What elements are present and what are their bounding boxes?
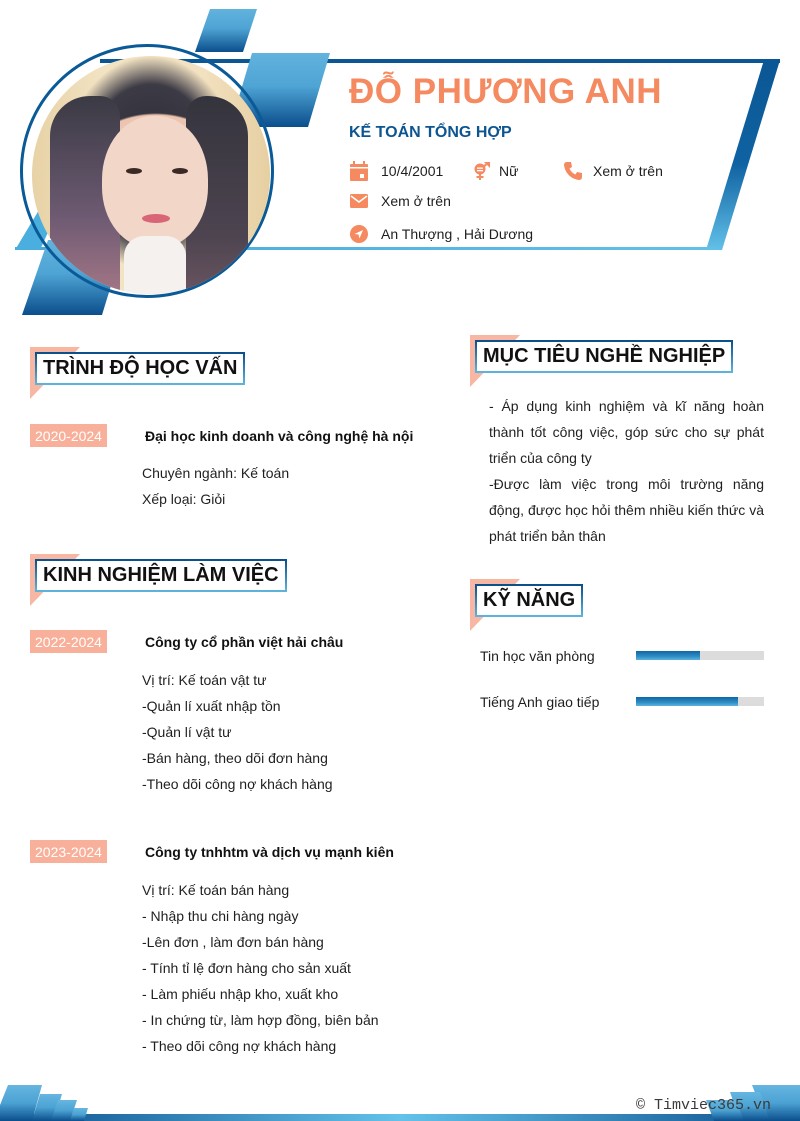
experience-period-badge: 2023-2024 bbox=[30, 840, 107, 863]
experience-detail: -Quản lí xuất nhập tồn bbox=[142, 698, 281, 714]
gender-info bbox=[471, 161, 518, 181]
objective-text bbox=[489, 393, 764, 549]
skills-title: KỸ NĂNG bbox=[475, 584, 583, 617]
email-info bbox=[349, 191, 451, 211]
experience-detail: -Lên đơn , làm đơn bán hàng bbox=[142, 934, 324, 950]
experience-company: Công ty cổ phần việt hải châu bbox=[145, 634, 344, 650]
education-title: TRÌNH ĐỘ HỌC VẤN bbox=[35, 352, 245, 385]
job-title: KẾ TOÁN TỔNG HỢP bbox=[349, 124, 512, 141]
experience-company: Công ty tnhhtm và dịch vụ mạnh kiên bbox=[145, 844, 394, 860]
watermark: © Timviec365.vn bbox=[636, 1097, 772, 1114]
email-icon bbox=[349, 191, 369, 211]
experience-detail: -Bán hàng, theo dõi đơn hàng bbox=[142, 750, 328, 766]
birthday-info bbox=[349, 161, 443, 181]
phone-info bbox=[563, 161, 663, 181]
experience-detail: Vị trí: Kế toán vật tư bbox=[142, 672, 267, 688]
location-icon bbox=[349, 224, 369, 244]
experience-title: KINH NGHIỆM LÀM VIỆC bbox=[35, 559, 287, 592]
education-school: Đại học kinh doanh và công nghệ hà nội bbox=[145, 428, 414, 444]
skill-name: Tiếng Anh giao tiếp bbox=[480, 694, 600, 710]
education-detail: Xếp loại: Giỏi bbox=[142, 491, 226, 507]
experience-detail: - In chứng từ, làm hợp đồng, biên bản bbox=[142, 1012, 379, 1028]
gender-icon bbox=[471, 161, 491, 181]
experience-detail: - Nhập thu chi hàng ngày bbox=[142, 908, 299, 924]
skill-level-fill bbox=[636, 651, 700, 660]
education-period-badge: 2020-2024 bbox=[30, 424, 107, 447]
birthday-value: 10/4/2001 bbox=[381, 163, 444, 179]
objective-title: MỤC TIÊU NGHỀ NGHIỆP bbox=[475, 340, 733, 373]
experience-period-badge: 2022-2024 bbox=[30, 630, 107, 653]
address-info bbox=[349, 224, 533, 244]
experience-detail: -Theo dõi công nợ khách hàng bbox=[142, 776, 333, 792]
objective-paragraph: -Được làm việc trong môi trường năng động, được học hỏi thêm nhiều kiến thức và phát triển bản thân bbox=[489, 476, 764, 544]
phone-icon bbox=[563, 161, 583, 181]
email-value: Xem ở trên bbox=[381, 193, 451, 209]
experience-detail: - Theo dõi công nợ khách hàng bbox=[142, 1038, 337, 1054]
skill-name: Tin học văn phòng bbox=[480, 648, 595, 664]
education-detail: Chuyên ngành: Kế toán bbox=[142, 465, 290, 481]
experience-detail: - Làm phiếu nhập kho, xuất kho bbox=[142, 986, 339, 1002]
experience-detail: Vị trí: Kế toán bán hàng bbox=[142, 882, 290, 898]
address-value: An Thượng , Hải Dương bbox=[381, 226, 534, 242]
gender-value: Nữ bbox=[499, 163, 519, 179]
experience-detail: -Quản lí vật tư bbox=[142, 724, 232, 740]
candidate-name: ĐỖ PHƯƠNG ANH bbox=[349, 72, 662, 111]
objective-paragraph: - Áp dụng kinh nghiệm và kĩ năng hoàn thành tốt công việc, góp sức cho sự phát triển của công ty bbox=[489, 398, 764, 466]
skill-level-fill bbox=[636, 697, 738, 706]
avatar bbox=[32, 56, 270, 294]
experience-detail: - Tính tỉ lệ đơn hàng cho sản xuất bbox=[142, 960, 351, 976]
phone-value: Xem ở trên bbox=[593, 163, 663, 179]
skill-level-bar bbox=[636, 651, 764, 660]
calendar-icon bbox=[349, 161, 369, 181]
skill-level-bar bbox=[636, 697, 764, 706]
